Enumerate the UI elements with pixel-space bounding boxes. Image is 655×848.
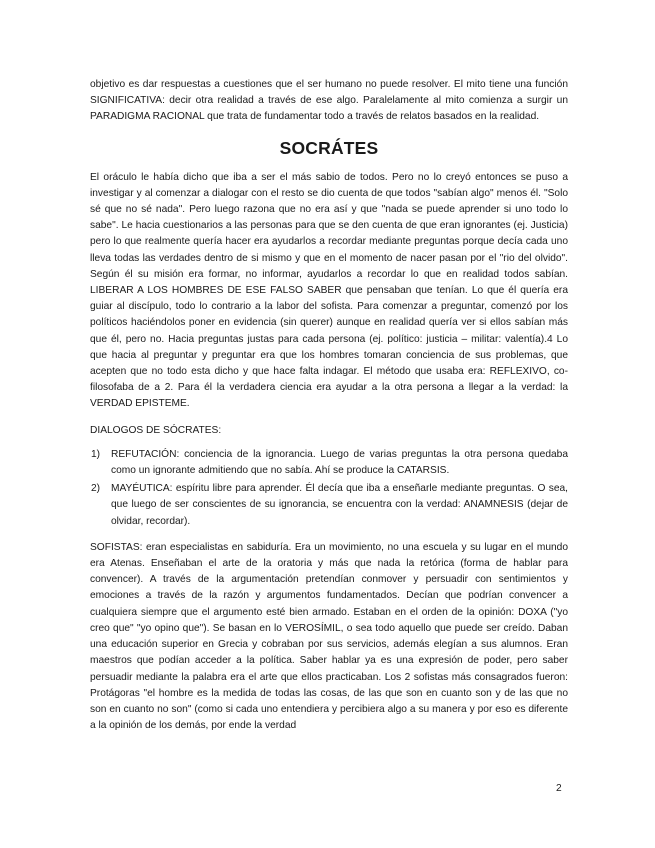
- list-item-number: 2): [91, 483, 101, 495]
- intro-paragraph: objetivo es dar respuestas a cuestiones que el ser humano no puede resolver. El mito tiene una función SIGNIFICATIVA: decir otra realidad a través de ese algo. Paralelamente al mito comienza a surgir un PARADIGMA RACIONAL que trata de fundamentar todo a través de relatos basados en la realidad.: [90, 79, 568, 123]
- socrates-paragraph: El oráculo le había dicho que iba a ser el más sabio de todos. Pero no lo creyó entonces se puso a investigar y al comenzar a dialogar con el resto se dio cuenta de que todos "sabían algo" menos él. "Solo sé que no sé nada". Pero luego razona que no era así y que "nada se puede aprender si uno todo lo sabe". Le hacia cuestionarios a las personas para que se den cuenta de que eran ignorantes (ej. Justicia) pero lo que realmente quería hacer era ayudarlos a recordar mediante preguntas porque decía cada uno lleva todas las verdades dentro de si mismo y que en el momento de nacer pasan por el "rio del olvido". Según él su misión era formar, no informar, ayudarlos a recordar lo que en realidad todos sabían. LIBERAR A LOS HOMBRES DE ESE FALSO SABER que pensaban que tenían. Lo que él quería era guiar al discípulo, todo lo contrario a la labor del sofista. Para comenzar a preguntar, comenzó por los políticos haciéndolos poner en evidencia (sin querer) aunque en realidad quería ver si ellos sabían más que él, pero no. Hacia preguntas justas para cada persona (ej. político: justicia – militar: valentía).4 Lo que hacia al preguntar y preguntar era que los hombres tomaran conciencia de sus problemas, que acepten que no todo esta dicho y que hace falta indagar. El método que usaba era: REFLEXIVO, co-filosofaba de a 2. Para él la verdadera ciencia era ayudar a la otra persona a llegar a la verdad: la VERDAD EPISTEME.: [90, 171, 568, 410]
- list-item-number: 1): [91, 448, 101, 460]
- dialogos-heading: DIALOGOS DE SÓCRATES:: [90, 424, 222, 436]
- dialogos-list: [90, 447, 568, 530]
- list-item-text: MAYÉUTICA: espíritu libre para aprender. Él decía que iba a enseñarle mediante preguntas. O sea, que luego de ser conscientes de su ignorancia, se encuentra con la verdad: ANAMNESIS (dejar de olvidar, recordar).: [111, 483, 568, 527]
- list-item-refutacion: [90, 447, 568, 479]
- sofistas-paragraph: SOFISTAS: eran especialistas en sabiduría. Era un movimiento, no una escuela y su lugar en el mundo era Atenas. Enseñaban el arte de la oratoria y más que nada la retórica (forma de hablar para convencer). A través de la argumentación pretendían conmover y persuadir con sentimientos y emociones a través de la razón y argumentos fundamentados. Decían que podrían convencer a cualquiera siempre que el argumento esté bien armado. Estaban en el orden de la opinión: DOXA ("yo creo que" "yo opino que"). Se basan en lo VEROSÍMIL, o sea todo aquello que puede ser creído. Daban una educación superior en Grecia y cobraban por sus servicios, además elegían a sus alumnos. Eran maestros que podían acceder a la política. Saber hablar ya es una expresión de poder, pero saber persuadir mediante la palabra era el arte que ellos practicaban. Los 2 sofistas más consagrados fueron: Protágoras "el hombre es la medida de todas las cosas, de las que son en cuanto son y de las que no son en cuanto no son" (como si cada uno entendiera y percibiera algo a su manera y por eso es diferente a la opinión de los demás, por ende la verdad: [90, 541, 568, 732]
- list-item-text: REFUTACIÓN: conciencia de la ignorancia. Luego de varias preguntas la otra persona quedaba como un ignorante admitiendo que no sabía. Ahí se produce la CATARSIS.: [111, 448, 568, 477]
- page-content: [90, 77, 568, 734]
- list-item-mayeutica: [90, 481, 568, 530]
- section-title: SOCRÁTES: [279, 137, 379, 158]
- page-number: 2: [556, 783, 562, 794]
